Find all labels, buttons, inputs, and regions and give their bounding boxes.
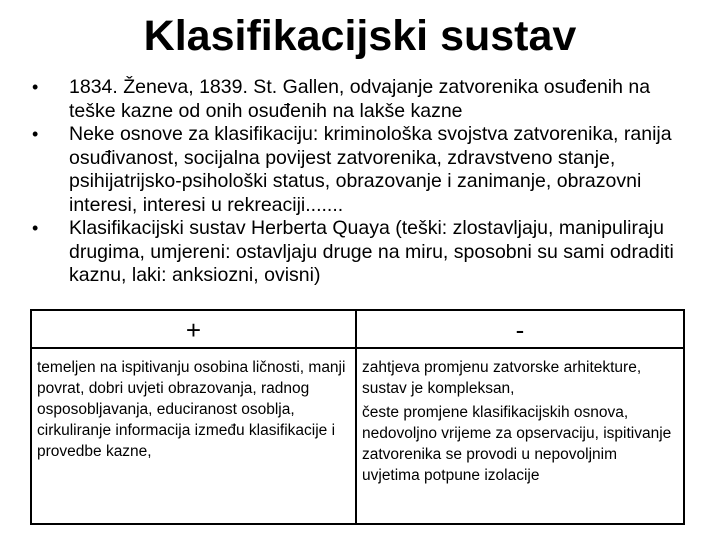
bullet-text: Klasifikacijski sustav Herberta Quaya (teški: zlostavljaju, manipuliraju drugima, umjereni: ostavljaju druge na miru, sposobni su sami odraditi kaznu, laki: anksiozni, ovisni) (69, 217, 674, 286)
bullet-text: Neke osnove za klasifikaciju: kriminološka svojstva zatvorenika, ranija osuđivanost, socijalna povijest zatvorenika, zdravstveno stanje, psihijatrijsko-psihološki status, obrazovanje i zanimanje, obrazovni interesi, interesi u rekreaciji....... (69, 123, 672, 216)
minus-text-1: zahtjeva promjenu zatvorske arhitekture, sustav je kompleksan, (362, 359, 642, 397)
bullet-item (32, 76, 692, 123)
bullet-dot-icon: • (32, 77, 39, 97)
bullet-item (32, 123, 692, 217)
plus-cell (32, 349, 357, 523)
bullet-item (32, 217, 692, 288)
bullet-list (32, 76, 692, 288)
minus-text-2: česte promjene klasifikacijskih osnova, nedovoljno vrijeme za opservaciju, ispitivanje zatvorenika se provodi u nepovoljnim uvjetima potpune izolacije (362, 404, 672, 484)
bullet-dot-icon: • (32, 218, 39, 238)
minus-header: - (357, 311, 683, 349)
slide-title: Klasifikacijski sustav (143, 12, 577, 60)
plus-header: + (32, 311, 357, 349)
pros-cons-table (30, 309, 685, 525)
plus-text: temeljen na ispitivanju osobina ličnosti, manji povrat, dobri uvjeti obrazovanja, radnog osposobljavanja, educiranost osoblja, cirkuliranje informacija između klasifikacije i provedbe kazne, (37, 359, 346, 460)
bullet-dot-icon: • (32, 124, 39, 144)
minus-cell (357, 349, 683, 523)
bullet-text: 1834. Ženeva, 1839. St. Gallen, odvajanje zatvorenika osuđenih na teške kazne od onih osuđenih na lakše kazne (69, 76, 651, 122)
